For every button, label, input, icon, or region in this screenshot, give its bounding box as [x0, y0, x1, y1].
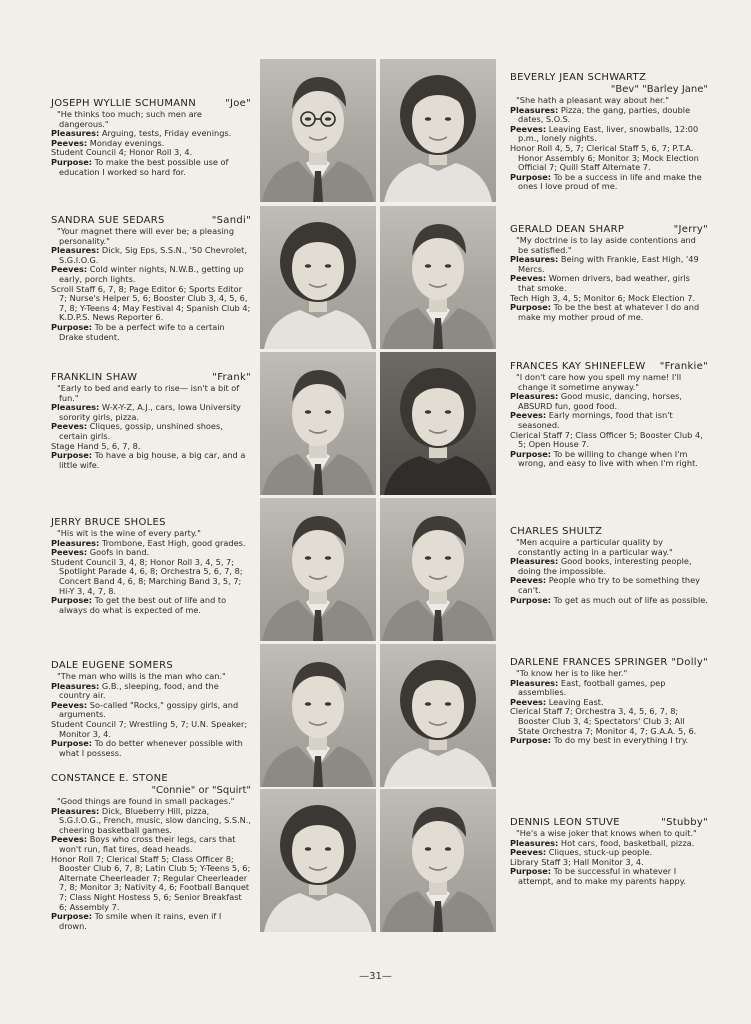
bio-charles-shultz [510, 526, 708, 605]
bio-field-value: Boys who cross their legs, cars that won't run, flat tires, dead heads. [59, 834, 236, 854]
bio-field-label: Peeves: [510, 410, 547, 421]
bio-field-label: Peeves: [510, 273, 547, 284]
bio-field-label: Pleasures: [51, 680, 100, 691]
bio-field [51, 701, 251, 720]
bio-field [510, 411, 708, 430]
bio-field [51, 739, 251, 758]
student-full-name: CONSTANCE E. STONE [51, 773, 169, 784]
bio-field-value: Dick, Sig Eps, S.S.N., '50 Chevrolet, S.G.I.O.G. [59, 245, 247, 265]
bio-field-value: Cliques, gossip, unshined shoes, certain girls. [59, 421, 223, 441]
bio-field-value: G.B., sleeping, food, and the country air. [59, 680, 219, 701]
bio-field-value: To be a success in life and make the ones I love proud of me. [518, 171, 702, 192]
bio-field [510, 392, 708, 411]
portrait-photo [380, 59, 496, 202]
bio-field-label: Peeves: [51, 264, 88, 275]
bio-quote: "He's a wise joker that knows when to quit." [516, 828, 697, 838]
bio-field [51, 807, 251, 836]
bio-joseph-schumann [51, 98, 251, 177]
student-full-name: JERRY BRUCE SHOLES [51, 517, 166, 528]
bio-field-label: Peeves: [51, 421, 88, 432]
student-full-name: BEVERLY JEAN SCHWARTZ [510, 72, 647, 83]
bio-field-value: Cold winter nights, N.W.B., getting up early, porch lights. [59, 264, 244, 284]
bio-activities: Honor Roll 7; Clerical Staff 5; Class Officer 8; Booster Club 6, 7, 8; Latin Club 5; Y-Teens 5, 6; Alternate Cheerleader 7; Regular Cheerleader 7, 8; Monitor 3; Nativity 4, 6; Football Banquet 7; Class Night Hostess 5, 6; Senior Breakfast 6; Assembly 7. [51, 853, 251, 912]
bio-field-label: Pleasures: [51, 128, 100, 139]
bio-field-label: Purpose: [51, 321, 93, 332]
student-name [510, 72, 708, 84]
bio-field-label: Pleasures: [51, 805, 100, 816]
bio-field-label: Pleasures: [510, 837, 559, 848]
portrait-photo [260, 789, 376, 932]
student-nickname: "Stubby" [661, 817, 708, 828]
bio-field-value: To have a big house, a big car, and a little wife. [59, 450, 246, 470]
bio-field-label: Purpose: [51, 595, 93, 606]
student-full-name: FRANCES KAY SHINEFLEW [510, 361, 646, 372]
bio-field [510, 679, 708, 698]
bio-field-label: Pleasures: [51, 245, 100, 256]
bio-activities: Student Council 3, 4, 8; Honor Roll 3, 4, 5, 7; Spotlight Parade 4, 6, 8; Orchestra 5, 6, 7, 8; Concert Band 4, 6, 8; Marching Band 3, 5, 7; Hi-Y 3, 4, 7, 8. [51, 556, 243, 596]
portrait-photo [260, 59, 376, 202]
bio-activities: Stage Hand 5, 6, 7, 8. [51, 440, 141, 451]
bio-field [510, 274, 708, 293]
student-full-name: CHARLES SHULTZ [510, 526, 603, 537]
portrait-silhouette [260, 59, 376, 202]
bio-field-value: Trombone, East High, good grades. [99, 537, 246, 548]
student-name [51, 773, 251, 785]
bio-field-label: Pleasures: [51, 402, 100, 413]
bio-field-label: Purpose: [510, 448, 552, 459]
student-full-name: GERALD DEAN SHARP [510, 224, 625, 235]
student-full-name: FRANKLIN SHAW [51, 372, 138, 383]
bio-field-value: To do my best in everything I try. [551, 735, 689, 746]
bio-field-label: Purpose: [51, 450, 93, 461]
bio-field-value: To do better whenever possible with what I possess. [59, 738, 243, 758]
student-nickname: "Joe" [225, 98, 251, 109]
bio-field-label: Purpose: [510, 302, 552, 313]
student-full-name: DALE EUGENE SOMERS [51, 660, 173, 671]
portrait-photo [260, 644, 376, 787]
bio-field [510, 255, 708, 274]
bio-field-value: Arguing, tests, Friday evenings. [99, 128, 232, 139]
bio-field-value: People who try to be something they can't. [518, 575, 700, 595]
bio-field-label: Peeves: [51, 137, 88, 148]
bio-field [510, 867, 708, 886]
portrait-silhouette [260, 352, 376, 495]
bio-quote: "Good things are found in small packages." [57, 796, 235, 806]
bio-quote: "He thinks too much; such men are dangerous." [57, 109, 202, 129]
bio-field-label: Purpose: [510, 594, 552, 605]
bio-field-label: Peeves: [510, 847, 547, 858]
bio-field [510, 576, 708, 595]
bio-field [51, 246, 251, 265]
bio-field [510, 557, 708, 576]
bio-field-label: Purpose: [51, 911, 93, 922]
bio-field-value: To get the best out of life and to always do what is expected of me. [59, 595, 227, 615]
bio-field [51, 835, 251, 854]
portrait-silhouette [380, 206, 496, 349]
bio-field-value: East, football games, pep assemblies. [518, 677, 666, 698]
bio-field-value: To make the best possible use of education I worked so hard for. [59, 156, 229, 177]
bio-field-label: Peeves: [510, 123, 547, 134]
student-nickname: "Dolly" [671, 657, 708, 668]
bio-activities: Student Council 7; Wrestling 5, 7; U.N. Speaker; Monitor 3, 4. [51, 718, 248, 739]
bio-activities: Library Staff 3; Hall Monitor 3, 4. [510, 856, 644, 867]
bio-activities: Scroll Staff 6, 7, 8; Page Editor 6; Sports Editor 7; Nurse's Helper 5, 6; Booster Club 3, 4, 5, 6, 7, 8; Y-Teens 4; May Festival 4; Spanish Club 4; K.D.P.S. News Reporter 6. [51, 283, 251, 323]
portrait-silhouette [380, 644, 496, 787]
bio-field [51, 682, 251, 701]
bio-field-label: Purpose: [510, 171, 552, 182]
bio-field-value: Dick, Blueberry Hill, pizza, S.G.I.O.G., French, music, slow dancing, S.S.N., cheering basketball games. [59, 805, 252, 835]
portrait-photo [260, 206, 376, 349]
bio-field [51, 422, 251, 441]
bio-field-label: Peeves: [51, 834, 88, 845]
portrait-silhouette [380, 352, 496, 495]
bio-field-label: Pleasures: [510, 556, 559, 567]
bio-field-value: To be the best at whatever I do and make my mother proud of me. [518, 302, 700, 322]
bio-beverly-schwartz [510, 72, 708, 192]
bio-field-value: So-called "Rocks," gossipy girls, and arguments. [59, 699, 239, 720]
bio-field [51, 265, 251, 284]
bio-field-label: Purpose: [51, 156, 93, 167]
bio-field-value: Leaving East, liver, snowballs, 12:00 p.m., lonely nights. [518, 123, 699, 144]
bio-field-label: Peeves: [510, 575, 547, 586]
bio-field [510, 450, 708, 469]
student-nickname: "Jerry" [673, 224, 708, 235]
portrait-silhouette [380, 789, 496, 932]
bio-field-value: Early mornings, food that isn't seasoned. [518, 410, 673, 430]
portrait-photo [380, 498, 496, 641]
bio-field-value: Good music, dancing, horses, ABSURD fun, good food. [518, 391, 683, 411]
bio-field [510, 736, 708, 746]
bio-dennis-stuve [510, 817, 708, 887]
portrait-photo [380, 352, 496, 495]
bio-activities: Clerical Staff 7; Orchestra 3, 4, 5, 6, 7, 8; Booster Club 3, 4; Spectators' Club 3; All State Orchestra 7; Monitor 4, 7; G.A.A. 5, 6. [510, 706, 697, 736]
bio-field-label: Pleasures: [510, 677, 559, 688]
portrait-photo [380, 644, 496, 787]
bio-field-value: To be willing to change when I'm wrong, and easy to live with when I'm right. [518, 448, 698, 469]
bio-field-value: Good books, interesting people, doing the impossible. [518, 556, 692, 576]
bio-quote: "I don't care how you spell my name! I'll change it sometime anyway." [516, 372, 682, 392]
portrait-silhouette [260, 498, 376, 641]
bio-quote: "The man who wills is the man who can." [57, 671, 226, 681]
bio-field-label: Peeves: [51, 699, 88, 710]
bio-constance-stone [51, 773, 251, 931]
bio-field-value: Cliques, stuck-up people. [546, 847, 653, 858]
portrait-silhouette [260, 644, 376, 787]
bio-franklin-shaw [51, 372, 251, 470]
bio-field-value: To be a perfect wife to a certain Drake student. [59, 321, 225, 342]
bio-field [51, 912, 251, 931]
student-nickname: "Frank" [212, 372, 251, 383]
bio-activities: Clerical Staff 7; Class Officer 5; Booster Club 4, 5; Open House 7. [510, 429, 703, 450]
bio-field [510, 596, 708, 606]
student-nickname: "Frankie" [659, 361, 708, 372]
bio-quote: "She hath a pleasant way about her." [516, 95, 670, 105]
bio-field-value: To be successful in whatever I attempt, and to make my parents happy. [518, 866, 686, 886]
bio-jerry-sholes [51, 517, 251, 615]
bio-field-label: Pleasures: [510, 391, 559, 402]
bio-field [510, 106, 708, 125]
bio-darlene-springer [510, 657, 708, 746]
student-nickname: "Sandi" [211, 215, 251, 226]
bio-quote: "Early to bed and early to rise— isn't a bit of fun." [57, 383, 240, 403]
bio-quote: "My doctrine is to lay aside contentions and be satisfied." [516, 235, 696, 255]
portrait-silhouette [380, 59, 496, 202]
portrait-silhouette [380, 498, 496, 641]
bio-field-value: Leaving East. [546, 696, 604, 707]
student-full-name: JOSEPH WYLLIE SCHUMANN [51, 98, 196, 109]
student-nickname: "Connie" or "Squirt" [151, 785, 251, 796]
bio-dale-somers [51, 660, 251, 758]
bio-sandra-sedars [51, 215, 251, 342]
portrait-photo [260, 352, 376, 495]
bio-field-label: Purpose: [51, 738, 93, 749]
student-full-name: DENNIS LEON STUVE [510, 817, 620, 828]
bio-field-label: Pleasures: [510, 254, 559, 265]
bio-field-value: Women drivers, bad weather, girls that smoke. [518, 273, 690, 293]
bio-gerald-sharp [510, 224, 708, 322]
student-full-name: SANDRA SUE SEDARS [51, 215, 165, 226]
bio-field-value: Pizza, the gang, parties, double dates, S.O.S. [518, 104, 691, 125]
bio-field-label: Pleasures: [510, 104, 559, 115]
bio-field-value: Goofs in band. [87, 547, 150, 558]
bio-field-label: Purpose: [510, 735, 552, 746]
bio-field-value: To get as much out of life as possible. [551, 594, 708, 605]
portrait-silhouette [260, 789, 376, 932]
student-nickname: "Bev" "Barley Jane" [610, 84, 708, 95]
bio-field-label: Purpose: [510, 866, 552, 877]
bio-field-label: Peeves: [51, 547, 88, 558]
bio-field-value: W-X-Y-Z, A.J., cars, Iowa University sorority girls, pizza. [59, 402, 241, 422]
bio-quote: "Your magnet there will ever be; a pleasing personality." [57, 226, 235, 246]
bio-activities: Tech High 3, 4, 5; Monitor 6; Mock Election 7. [510, 292, 696, 303]
bio-activities: Student Council 4; Honor Roll 3, 4. [51, 147, 193, 158]
bio-field-label: Peeves: [510, 696, 547, 707]
bio-activities: Honor Roll 4, 5, 7; Clerical Staff 5, 6, 7; P.T.A. Honor Assembly 6; Monitor 3; Mock Election Official 7; Quill Staff Alternate 7. [510, 142, 699, 173]
bio-field [51, 158, 251, 177]
student-full-name: DARLENE FRANCES SPRINGER [510, 657, 668, 668]
bio-field [510, 303, 708, 322]
bio-field-value: Monday evenings. [87, 137, 165, 148]
bio-field [51, 451, 251, 470]
bio-field [51, 403, 251, 422]
bio-quote: "His wit is the wine of every party." [57, 528, 201, 538]
bio-field-value: Being with Frankie, East High, '49 Mercs. [518, 254, 699, 274]
bio-field [510, 173, 708, 192]
portrait-photo [260, 498, 376, 641]
bio-field [510, 125, 708, 144]
bio-field [51, 596, 251, 615]
bio-quote: "Men acquire a particular quality by constantly acting in a particular way." [516, 537, 673, 557]
portrait-photo [380, 789, 496, 932]
bio-field-value: To smile when it rains, even if I drown. [59, 911, 222, 931]
bio-field-label: Pleasures: [51, 537, 100, 548]
portrait-photo [380, 206, 496, 349]
bio-field [51, 323, 251, 342]
portrait-silhouette [260, 206, 376, 349]
page-number: —31— [359, 971, 392, 982]
bio-frances-shineflew [510, 361, 708, 469]
bio-quote: "To know her is to like her." [516, 668, 628, 678]
bio-field-value: Hot cars, food, basketball, pizza. [558, 837, 695, 848]
